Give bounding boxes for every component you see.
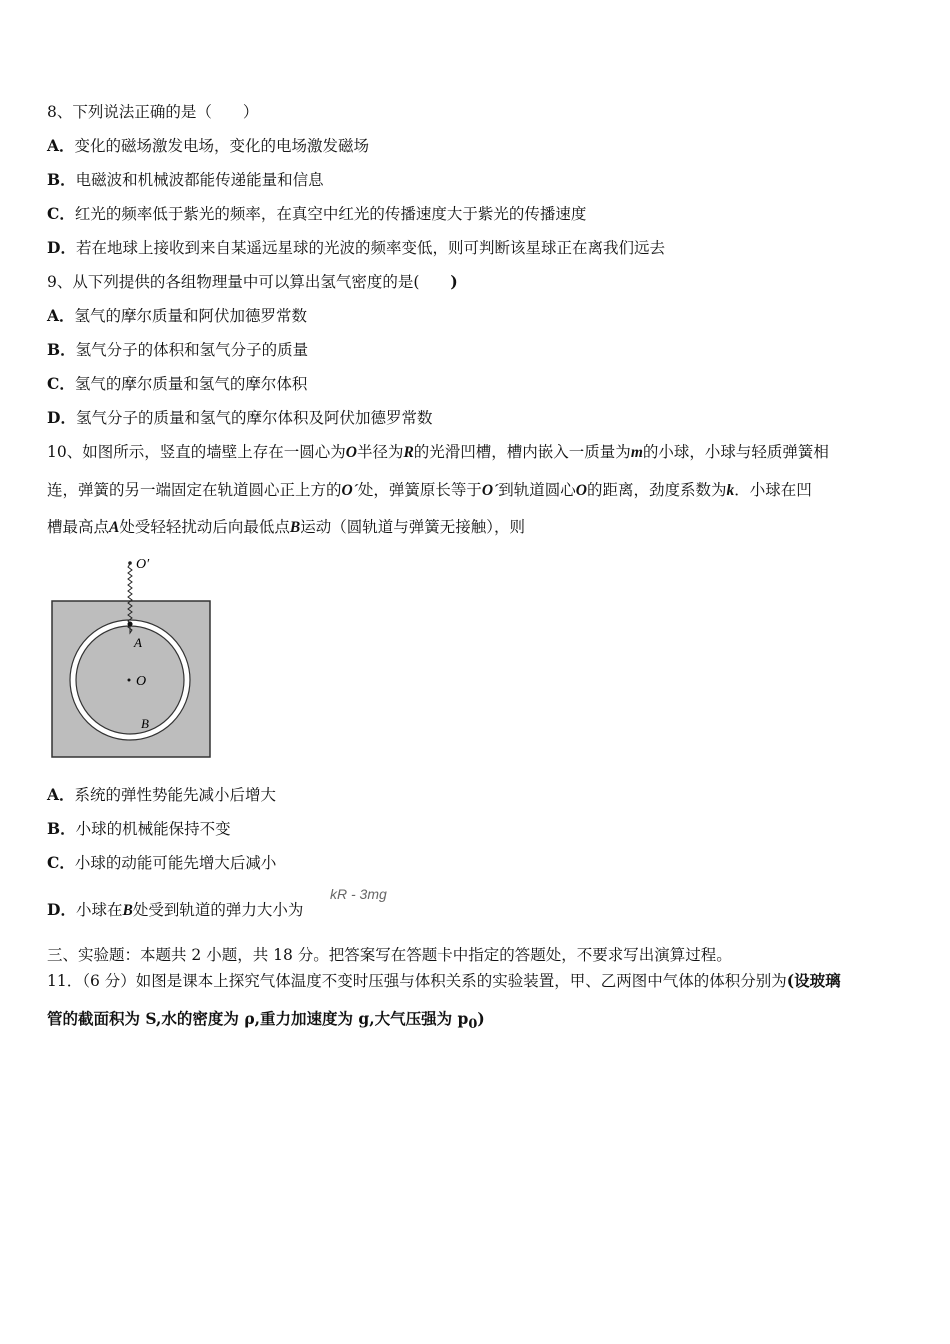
text-line [47,306,307,326]
text-segment: A． [47,306,75,325]
text-segment: B． [47,819,76,838]
text-segment: 的小球，小球与轻质弹簧相 [642,443,829,461]
text-segment: 10、如图所示，竖直的墙壁上存在一圆心为 [47,443,346,461]
text-line [47,170,324,190]
math-variable: O´ [481,482,499,499]
text-line [47,945,732,965]
math-variable: R [403,444,414,461]
text-segment: (设玻璃 [786,971,841,990]
text-segment: 红光的频率低于紫光的频率，在真空中红光的传播速度大于紫光的传播速度 [74,205,587,223]
text-segment: 管的截面积为 S,水的密度为 ρ,重力加速度为 g,大气压强为 p [47,1009,469,1028]
text-line [47,340,308,360]
text-segment: 8、下列说法正确的是（ ） [47,103,259,121]
text-line [47,442,829,463]
text-segment: 处受轻轻扰动后向最低点 [119,518,290,536]
text-segment: ．小球在凹 [734,481,812,499]
text-segment: 氢气的摩尔质量和阿伏加德罗常数 [74,307,308,325]
text-segment: D． [47,238,76,257]
text-segment: 连，弹簧的另一端固定在轨道圆心正上方的 [47,481,342,499]
text-line [47,480,812,501]
math-variable: k [726,482,735,499]
text-segment: C． [47,374,75,393]
text-segment: 氢气分子的质量和氢气的摩尔体积及阿伏加德罗常数 [75,409,433,427]
text-line [47,408,432,428]
text-segment: D． [47,408,76,427]
text-segment: 若在地球上接收到来自某遥远星球的光波的频率变低，则可判断该星球正在离我们远去 [75,239,665,257]
math-variable: O [345,444,357,461]
text-segment: 9、从下列提供的各组物理量中可以算出氢气密度的是( [47,273,420,291]
center-point [128,679,131,682]
text-segment: 小球的机械能保持不变 [75,820,231,838]
text-line [47,374,307,394]
text-line [47,136,369,156]
text-line [47,853,276,873]
text-segment: 11．（6 分）如图是课本上探究气体温度不变时压强与体积关系的实验装置，甲、乙两图中气体的体积分别为 [47,972,787,990]
text-line [47,971,841,991]
math-variable: O´ [341,482,358,499]
text-segment: D． [47,900,76,919]
text-line [47,102,258,122]
text-segment: C． [47,853,75,872]
text-line [47,272,458,292]
label-b: B [141,716,149,731]
text-segment: A． [47,785,75,804]
label-o: O [136,674,147,689]
text-segment: ) [419,272,458,291]
text-line [47,900,303,921]
text-segment: 系统的弹性势能先减小后增大 [74,786,277,804]
anchor-point [128,561,132,565]
text-segment: 处受到轨道的弹力大小为 [132,901,304,919]
math-variable: B [289,519,301,536]
text-segment: 的光滑凹槽，槽内嵌入一质量为 [413,443,631,461]
math-variable: A [109,519,120,536]
text-line [47,785,276,805]
text-segment: B． [47,340,76,359]
label-o-prime: O′ [136,557,150,572]
text-segment: 半径为 [356,443,404,461]
math-variable: O [575,482,587,499]
text-segment: 三、实验题：本题共 2 小题，共 18 分。把答案写在答题卡中指定的答题处，不要求写出演算过程。 [47,946,732,964]
text-segment: B． [47,170,76,189]
text-line [47,517,525,538]
text-segment: ) [477,1009,485,1028]
text-line [47,204,586,224]
text-segment: 氢气分子的体积和氢气分子的质量 [75,341,309,359]
text-segment: 变化的磁场激发电场，变化的电场激发磁场 [74,137,370,155]
text-line [47,1009,485,1035]
ball [128,622,133,627]
circular-groove-diagram [44,552,224,764]
label-a: A [134,635,142,650]
math-variable: B [122,902,133,919]
text-segment: 槽最高点 [47,518,110,536]
text-segment: C． [47,204,75,223]
text-segment: 小球在 [75,901,123,919]
text-segment: 电磁波和机械波都能传递能量和信息 [75,171,324,189]
text-segment: 0 [468,1017,478,1033]
text-segment: 氢气的摩尔质量和氢气的摩尔体积 [74,375,308,393]
math-variable: m [630,444,643,461]
text-segment: 处，弹簧原长等于 [357,481,482,499]
formula-option-d: kR - 3mg [330,886,387,902]
text-segment: 运动（圆轨道与弹簧无接触），则 [300,518,525,536]
text-segment: 小球的动能可能先增大后减小 [74,854,277,872]
text-line [47,819,231,839]
text-segment: 的距离，劲度系数为 [586,481,727,499]
text-line [47,238,665,258]
text-segment: A． [47,136,75,155]
text-segment: 到轨道圆心 [498,481,576,499]
